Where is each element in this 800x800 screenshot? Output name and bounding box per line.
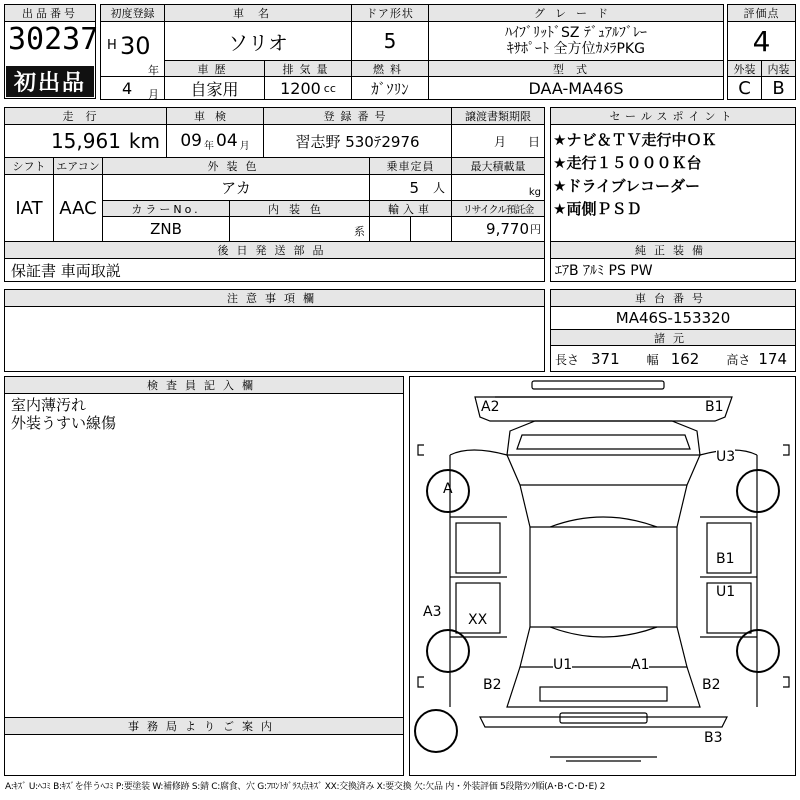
capacity-label: 乗車定員 — [369, 157, 452, 175]
equipment-text: ｴｱB ｱﾙﾐ PS PW — [555, 263, 653, 279]
aircon-label: エアコン — [53, 157, 103, 175]
ext-color-text: アカ — [221, 179, 251, 197]
car-name-text: ソリオ — [228, 30, 288, 55]
history-label: 車歴 — [164, 60, 265, 77]
recycle — [451, 216, 545, 242]
transfer-deadline — [451, 124, 545, 158]
length-label: 長さ — [555, 353, 580, 367]
history-text: 自家用 — [190, 79, 239, 99]
mark-a1: A1 — [631, 657, 650, 673]
mark-b1-right: B1 — [716, 551, 735, 567]
exterior-grade-text: C — [738, 77, 751, 99]
length-value: 371 — [591, 350, 620, 368]
width-label: 幅 — [646, 353, 659, 367]
int-color — [229, 216, 370, 242]
chassis-number — [550, 306, 796, 330]
equipment-label: 純正装備 — [550, 241, 796, 259]
width-group — [647, 349, 700, 368]
sales-points-label: セールスポイント — [550, 107, 796, 125]
displacement-text: 1200 — [280, 78, 321, 98]
wheel-front-right — [736, 469, 780, 513]
mark-u1-bottom: U1 — [553, 657, 573, 673]
first-listing-text: 初出品 — [13, 71, 86, 96]
color-no — [102, 216, 230, 242]
first-reg-label: 初度登録 — [100, 4, 165, 22]
notes-area — [4, 306, 545, 372]
recycle-value: 9,770 — [486, 220, 529, 238]
car-name — [164, 21, 352, 61]
recycle-unit: 円 — [530, 223, 541, 236]
mark-b3: B3 — [704, 730, 723, 746]
height-label: 高さ — [726, 353, 751, 367]
inspection-label: 車検 — [166, 107, 264, 125]
inspection-month-suffix: 月 — [239, 140, 250, 152]
chassis-number-text: MA46S-153320 — [615, 309, 731, 327]
model — [428, 76, 724, 100]
doors — [351, 21, 429, 61]
exterior-label: 外装 — [727, 60, 762, 77]
equipment — [550, 258, 796, 282]
shift — [4, 174, 54, 242]
fuel-label: 燃料 — [351, 60, 429, 77]
first-reg-month: 4 — [122, 79, 133, 98]
recycle-label: リサイクル預託金 — [451, 200, 545, 217]
shift-label: シフト — [4, 157, 54, 175]
vehicle-diagram — [409, 376, 796, 776]
doors-text: 5 — [383, 29, 397, 53]
int-color-label: 内装色 — [229, 200, 370, 217]
grade-label: グレード — [428, 4, 724, 22]
fuel — [351, 76, 429, 100]
first-listing-badge — [6, 66, 94, 97]
displacement-label: 排気量 — [264, 60, 352, 77]
plate-text: 習志野 530ﾃ2976 — [295, 132, 420, 151]
spare-wheel — [414, 709, 458, 753]
load-label: 最大積載量 — [451, 157, 545, 175]
exterior-grade — [727, 76, 762, 100]
height-group — [726, 349, 787, 368]
transfer-label: 譲渡書類期限 — [451, 107, 545, 125]
doors-label: ドア形状 — [351, 4, 429, 22]
interior-grade — [761, 76, 796, 100]
score — [727, 21, 796, 61]
lot-number-label: 出品番号 — [4, 4, 96, 22]
later-parts — [4, 258, 545, 282]
int-color-suffix: 系 — [354, 225, 365, 238]
car-outline — [410, 377, 796, 776]
specs — [550, 345, 796, 372]
inspection-year-suffix: 年 — [204, 140, 214, 152]
specs-label: 諸元 — [550, 329, 796, 346]
mark-u1-right: U1 — [716, 584, 736, 600]
grade-line2: ｷｻﾎﾟｰﾄ 全方位ｶﾒﾗPKG — [507, 41, 645, 57]
interior-grade-text: B — [772, 77, 785, 99]
inspector-note-1: 室内薄汚れ — [11, 396, 87, 414]
capacity-unit: 人 — [432, 181, 445, 195]
model-label: 型式 — [428, 60, 724, 77]
inspector-notes — [4, 393, 404, 718]
transfer-day-suffix: 日 — [527, 134, 540, 149]
displacement — [264, 76, 352, 100]
mileage-label: 走行 — [4, 107, 167, 125]
mark-a: A — [443, 481, 453, 497]
load — [451, 174, 545, 201]
aircon-text: AAC — [59, 197, 97, 219]
mark-xx: XX — [468, 612, 488, 628]
inspector-label: 検査員記入欄 — [4, 376, 404, 394]
era-year: 30 — [120, 32, 151, 60]
color-no-text: ZNB — [150, 220, 182, 238]
color-no-label: カラーNo. — [102, 200, 230, 217]
mileage-value: 15,961 — [50, 129, 121, 153]
score-text: 4 — [752, 24, 771, 58]
ext-color — [102, 174, 370, 201]
mileage-unit: km — [128, 129, 160, 153]
wheel-rear-right — [736, 629, 780, 673]
import-label: 輸入車 — [369, 200, 452, 217]
sales-point-3: ★ドライブレコーダー — [553, 177, 700, 195]
capacity-value: 5 — [409, 178, 419, 197]
load-unit: kg — [528, 187, 541, 198]
ext-color-label: 外装色 — [102, 157, 370, 175]
mark-a3: A3 — [423, 604, 442, 620]
width-value: 162 — [670, 350, 700, 368]
office-label: 事務局よりご案内 — [4, 717, 404, 735]
lot-number: 30237 — [8, 22, 99, 57]
inspection-month: 04 — [216, 131, 238, 151]
import-divider — [410, 216, 411, 242]
inspector-note-2: 外装うすい線傷 — [11, 414, 117, 432]
interior-label: 内装 — [761, 60, 796, 77]
mark-b2-right: B2 — [702, 677, 721, 693]
wheel-rear-left — [426, 629, 470, 673]
inspection-year: 09 — [180, 131, 202, 151]
sales-point-2: ★走行１５０００Ｋ台 — [553, 154, 702, 172]
year-suffix: 年 — [148, 64, 159, 77]
sales-point-1: ★ナビ＆ＴＶ走行中ＯＫ — [553, 131, 717, 149]
shift-text: IAT — [15, 197, 43, 219]
inspection — [166, 124, 264, 158]
month-suffix: 月 — [148, 88, 159, 101]
later-parts-label: 後日発送部品 — [4, 241, 545, 259]
plate-label: 登録番号 — [263, 107, 452, 125]
history — [164, 76, 265, 100]
capacity — [369, 174, 452, 201]
notes-label: 注意事項欄 — [4, 289, 545, 307]
grade — [428, 21, 724, 61]
aircon — [53, 174, 103, 242]
transfer-month-suffix: 月 — [493, 134, 506, 149]
fuel-text: ｶﾞｿﾘﾝ — [371, 79, 409, 98]
era-label: H — [107, 38, 117, 53]
car-name-label: 車名 — [164, 4, 352, 22]
plate — [263, 124, 452, 158]
displacement-unit: cc — [323, 81, 336, 95]
mark-a2: A2 — [481, 399, 500, 415]
length-group — [555, 349, 620, 368]
model-text: DAA-MA46S — [528, 78, 624, 98]
sales-point-4: ★両側ＰＳＤ — [553, 200, 642, 218]
mark-b1-top: B1 — [705, 399, 724, 415]
height-value: 174 — [758, 350, 787, 368]
mark-b2-left: B2 — [483, 677, 502, 693]
grade-line1: ﾊｲﾌﾞﾘｯﾄﾞSZ ﾃﾞｭｱﾙﾌﾞﾚｰ — [505, 25, 647, 41]
mark-u3: U3 — [716, 449, 736, 465]
office-notes — [4, 734, 404, 776]
later-parts-text: 保証書 車両取説 — [11, 261, 121, 280]
chassis-label: 車台番号 — [550, 289, 796, 307]
score-label: 評価点 — [727, 4, 796, 22]
mileage — [4, 124, 167, 158]
damage-legend: A:ｷｽﾞ U:ﾍｺﾐ B:ｷｽﾞを伴うﾍｺﾐ P:要塗装 W:補修跡 S:錆 C:腐食、穴 G:ﾌﾛﾝﾄｶﾞﾗｽ点ｷｽﾞ XX:交換済み X:要交換 欠:欠品 内・外装評価 5段階ﾗﾝｸ順(A･B･C･D･E) 2 — [5, 782, 606, 792]
sales-points — [550, 124, 796, 242]
